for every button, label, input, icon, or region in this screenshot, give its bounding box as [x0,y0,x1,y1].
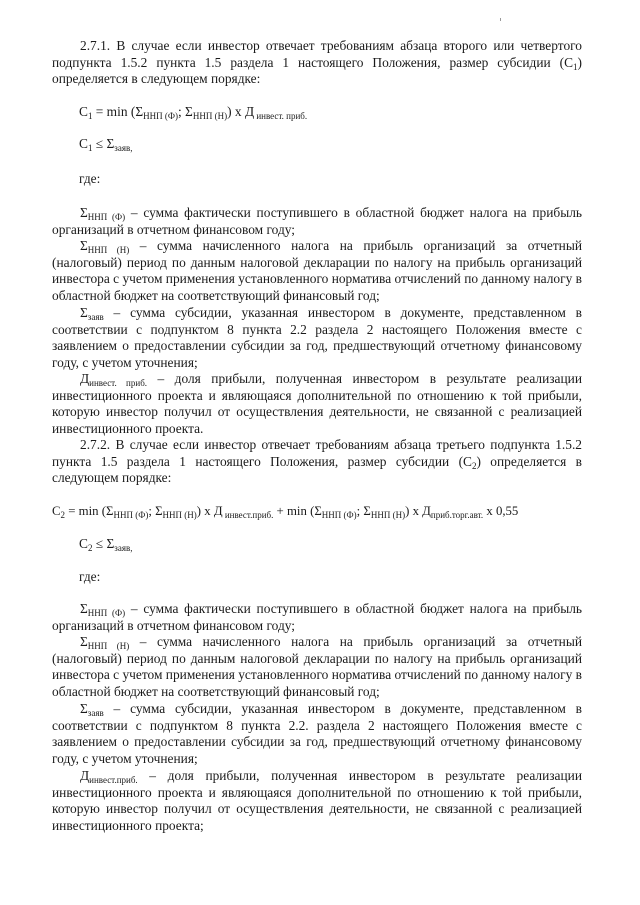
paragraph-2-7-2 [52,437,582,487]
paragraph-text: 2.7.1. В случае если инвестор отвечает требованиям абзаца второго или четвертого подпункта 1.5.2 пункта 1.5 раздела 1 настоящего Положения, размер субсидии (С [52,38,582,70]
formula-text: = min (Σ [65,504,114,518]
definition-text: – сумма субсидии, указанная инвестором в документе, представленном в соответствии с подпунктом 8 пункта 2.2 раздела 2 настоящего Положения вместе с заявлением о предоставлении субсидии за год, предшествующий отчетному финансовому году, с учетом уточнения; [52,305,582,370]
formula-text: + min (Σ [273,504,322,518]
definition-text: – доля прибыли, полученная инвестором в результате реализации инвестиционного проекта и являющаяся дополнительной по отношению к той прибыли, которую инвестор получил от осуществления деятельности, не связанной с реализацией инвестиционного проекта. [52,371,582,436]
formula-c2 [52,503,518,520]
subscript: ННП (Н) [162,510,197,520]
definition-zayav-2 [52,701,582,767]
formula-text: ) х Д [227,104,255,119]
symbol: Σ [80,305,88,320]
formula-text: С [79,136,88,151]
formula-text: = min (Σ [92,104,144,119]
symbol: Σ [80,205,88,220]
definition-nnp-n [52,238,582,304]
definition-nnp-f [52,205,582,238]
subscript: ННП (Ф) [113,510,149,520]
subscript: приб.торг.авт. [430,510,484,520]
paragraph-2-7-1 [52,38,582,88]
formula-text: С [79,104,88,119]
formula-text: ≤ Σ [92,536,115,551]
subscript: заяв [87,312,104,322]
symbol: Σ [80,238,88,253]
subscript: ННП (Ф) [143,111,178,121]
subscript: ННП (Ф) [321,510,357,520]
subscript: 1 [573,61,578,72]
subscript: ННП (Н) [192,111,228,121]
definition-nnp-n-2 [52,634,582,700]
definition-nnp-f-2 [52,601,582,634]
formula-text: С [52,504,61,518]
formula-text: ) х Д [405,504,431,518]
where-label: где: [79,171,101,186]
subscript: ННП (Н) [87,245,130,255]
formula-text: ; Σ [177,104,193,119]
formula-text: ; Σ [148,504,163,518]
subscript: 1 [87,111,93,121]
subscript: инвест.приб. [222,510,274,520]
formula-text: х 0,55 [483,504,519,518]
subscript: ННП (Ф) [87,212,126,222]
symbol: Д [80,768,90,783]
definition-text: – сумма фактически поступившего в областной бюджет налога на прибыль организаций в отчетном финансовом году; [52,205,582,237]
symbol: Σ [80,701,88,716]
where-label: где: [79,569,101,584]
definition-d-invest [52,371,582,437]
paragraph-text: ) определяется в следующем порядке: [52,54,582,87]
formula-c1 [79,104,307,121]
symbol: Д [80,371,90,386]
definition-zayav [52,305,582,371]
symbol: Σ [80,634,88,649]
symbol: Σ [80,601,88,616]
scan-mark [500,18,501,21]
subscript: инвест.приб. [89,775,138,785]
subscript: инвест. приб. [89,378,148,388]
subscript: заяв, [114,143,133,153]
subscript: 2 [87,543,93,553]
formula-text: ≤ Σ [92,136,115,151]
definition-d-invest-2 [52,768,582,834]
subscript: заяв [87,708,104,718]
formula-text: С [79,536,88,551]
subscript: заяв, [114,543,133,553]
subscript: ННП (Н) [87,641,130,651]
condition-c1 [79,136,132,153]
formula-text: ; Σ [356,504,371,518]
subscript: 1 [87,143,93,153]
subscript: ННП (Ф) [87,608,126,618]
paragraph-text: 2.7.2. В случае если инвестор отвечает требованиям абзаца третьего подпункта 1.5.2 пункта 1.5 раздела 1 настоящего Положения, размер субсидии (С [52,437,582,469]
definition-text: – сумма начисленного налога на прибыль организаций за отчетный (налоговый) период по данным налоговой декларации по налогу на прибыль организаций инвестора с учетом применения установленного норматива отчислений по данному налогу в областной бюджет на соответствующий финансовый год; [52,238,582,303]
definition-text: – сумма фактически поступившего в областной бюджет налога на прибыль организаций в отчетном финансовом году; [52,601,582,633]
paragraph-text: ) определяется в следующем порядке: [52,453,582,486]
definition-text: – сумма начисленного налога на прибыль организаций за отчетный (налоговый) период по данным налоговой декларации по налогу на прибыль организаций инвестора с учетом применения установленного норматива отчислений по данному налогу в областной бюджет на соответствующий финансовый год; [52,634,582,699]
subscript: 2 [471,460,477,471]
condition-c2 [79,536,132,553]
subscript: инвест. приб. [254,111,308,121]
formula-text: ) х Д [196,504,223,518]
subscript: 2 [60,510,66,520]
subscript: ННП (Н) [370,510,406,520]
definition-text: – доля прибыли, полученная инвестором в результате реализации инвестиционного проекта и являющаяся дополнительной по отношению к той прибыли, которую инвестор получил от осуществления деятельности, не связанной с реализацией инвестиционного проекта; [52,768,582,833]
definition-text: – сумма субсидии, указанная инвестором в документе, представленном в соответствии с подпунктом 8 пункта 2.2. раздела 2 настоящего Положения вместе с заявлением о предоставлении субсидии за год, предшествующий отчетному финансовому году, с учетом уточнения; [52,701,582,766]
